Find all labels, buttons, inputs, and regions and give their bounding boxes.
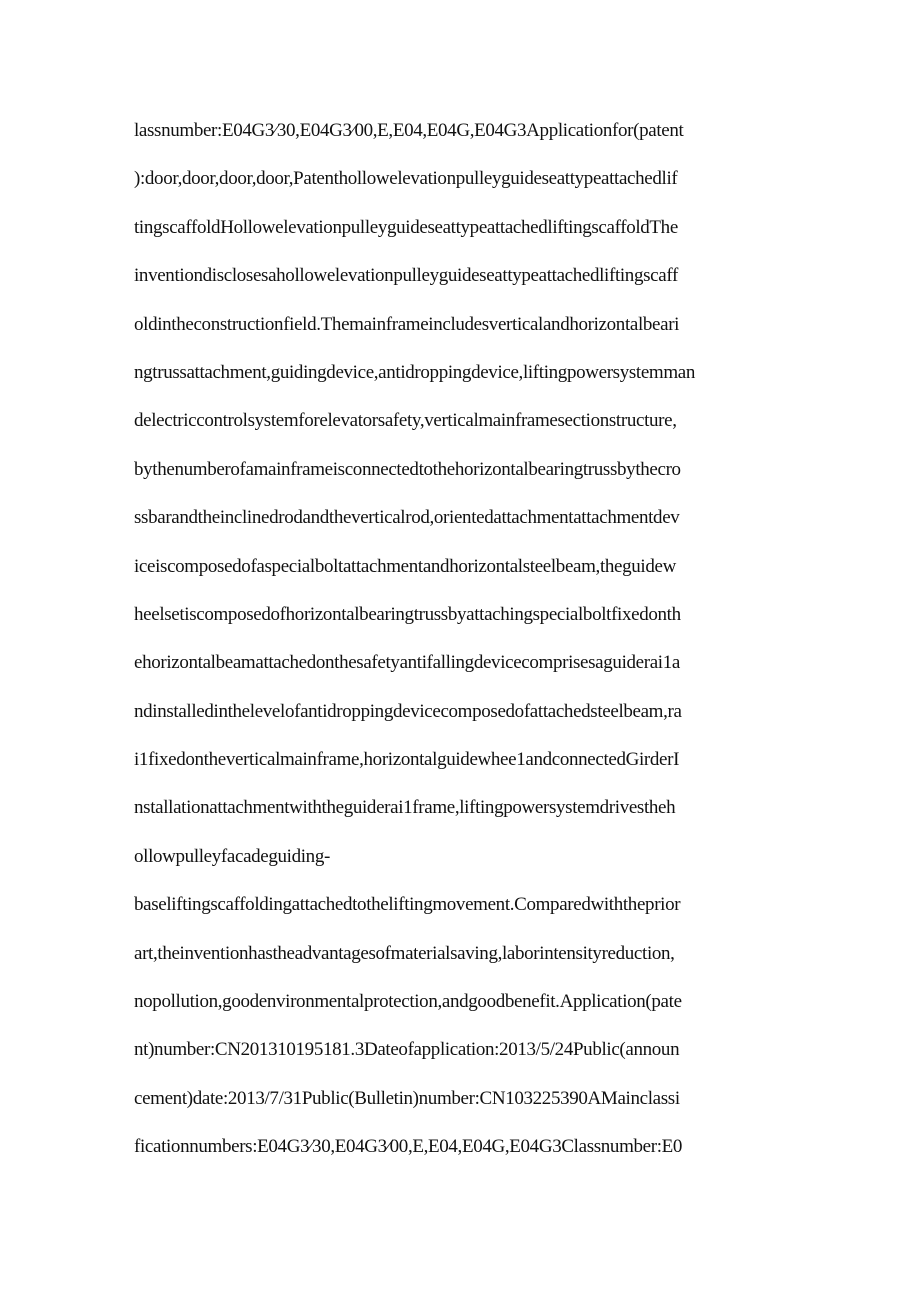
text-line: ):door,door,door,door,Patenthollowelevationpulleyguideseattypeattachedlif — [134, 168, 678, 190]
text-line: nstallationattachmentwiththeguiderai1frame,liftingpowersystemdrivestheh — [134, 797, 676, 819]
text-line: lassnumber:E04G3⁄30,E04G3⁄00,E,E04,E04G,E04G3Applicationfor(patent — [134, 120, 684, 141]
text-line: i1fixedontheverticalmainframe,horizontalguidewhee1andconnectedGirderI — [134, 749, 680, 771]
text-line: heelsetiscomposedofhorizontalbearingtrussbyattachingspecialboltfixedonth — [134, 603, 681, 625]
text-line: ndinstalledinthelevelofantidroppingdevicecomposedofattachedsteelbeam,ra — [134, 700, 682, 722]
text-line: tingscaffoldHollowelevationpulleyguideseattypeattachedliftingscaffoldThe — [134, 216, 678, 238]
text-line: delectriccontrolsystemforelevatorsafety,verticalmainframesectionstructure, — [134, 410, 677, 432]
text-line: nopollution,goodenvironmentalprotection,andgoodbenefit.Application(pate — [134, 991, 682, 1013]
text-line: ollowpulleyfacadeguiding- — [134, 845, 330, 867]
text-line: cement)date:2013/7/31Public(Bulletin)number:CN103225390AMainclassi — [134, 1087, 680, 1109]
text-line: ficationnumbers:E04G3⁄30,E04G3⁄00,E,E04,E04G,E04G3Classnumber:E0 — [134, 1136, 683, 1158]
text-line: bythenumberofamainframeisconnectedtothehorizontalbearingtrussbythecro — [134, 458, 681, 480]
body-text — [134, 114, 794, 1179]
text-line: baseliftingscaffoldingattachedtotheliftingmovement.Comparedwiththeprior — [134, 894, 681, 916]
text-line: art,theinventionhastheadvantagesofmaterialsaving,laborintensityreduction, — [134, 942, 675, 964]
text-line: ehorizontalbeamattachedonthesafetyantifallingdevicecomprisesaguiderai1a — [134, 652, 680, 674]
text-line: inventiondisclosesahollowelevationpulleyguideseattypeattachedliftingscaff — [134, 265, 678, 287]
text-line: iceiscomposedofaspecialboltattachmentandhorizontalsteelbeam,theguidew — [134, 555, 676, 577]
text-line: nt)number:CN201310195181.3Dateofapplication:2013/5/24Public(announ — [134, 1039, 680, 1061]
text-line: ngtrussattachment,guidingdevice,antidroppingdevice,liftingpowersystemman — [134, 361, 696, 383]
text-line: oldintheconstructionfield.Themainframeincludesverticalandhorizontalbeari — [134, 313, 680, 335]
text-line: ssbarandtheinclinedrodandtheverticalrod,orientedattachmentattachmentdev — [134, 507, 680, 529]
